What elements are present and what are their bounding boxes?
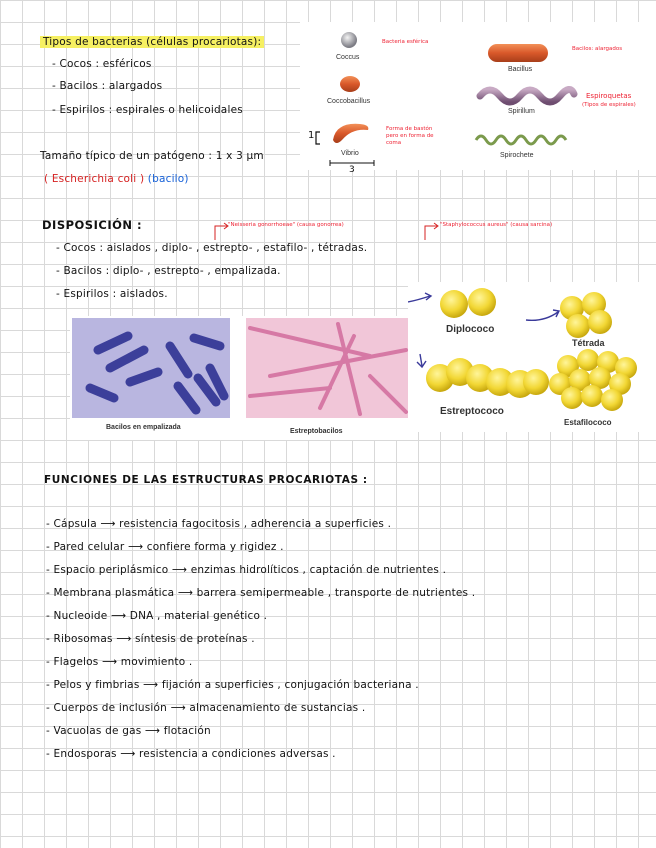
function-item: - Membrana plasmática ⟶ barrera semipermeable , transporte de nutrientes .	[46, 587, 476, 599]
disposition-espirilos: - Espirilos : aislados.	[56, 288, 168, 300]
bacteria-shapes-figure	[300, 22, 656, 175]
diplococo-label: Diplococo	[446, 324, 495, 335]
strepto-bacilli-caption: Estreptobacilos	[290, 428, 343, 435]
vibrio-shape	[333, 124, 368, 143]
coccobacillus-label: Coccobacillus	[327, 98, 371, 105]
arrangements-panel	[408, 282, 656, 432]
spirillum-label: Spirillum	[508, 108, 535, 115]
bacillus-label: Bacillus	[508, 66, 533, 73]
scale-length: 3	[349, 165, 355, 175]
note-spiral-sub: (Tipos de espirales)	[582, 102, 636, 108]
function-item: - Pelos y fimbrias ⟶ fijación a superficies , conjugación bacteriana .	[46, 679, 419, 691]
example-species: ( Escherichia coli )	[44, 173, 145, 185]
palisade-caption: Bacilos en empalizada	[106, 424, 181, 431]
function-item: - Endosporas ⟶ resistencia a condiciones adversas .	[46, 748, 336, 760]
example-line	[44, 173, 189, 185]
function-item: - Ribosomas ⟶ síntesis de proteínas .	[46, 633, 255, 645]
tetrada-label: Tétrada	[572, 338, 605, 348]
size-line: Tamaño típico de un patógeno : 1 x 3 µm	[40, 150, 264, 162]
estreptococo-label: Estreptococo	[440, 406, 504, 417]
note-spiral: Espiroquetas	[586, 92, 632, 100]
function-item: - Vacuolas de gas ⟶ flotación	[46, 725, 211, 737]
function-item: - Cápsula ⟶ resistencia fagocitosis , adherencia a superficies .	[46, 518, 392, 530]
disposition-cocos: - Cocos : aislados , diplo- , estrepto- , estafilo- , tétradas.	[56, 242, 368, 254]
note-sarcina: "Staphylococcus aureus" (causa sarcina)	[440, 222, 553, 228]
spirillum-shape	[480, 89, 574, 102]
page-title: Tipos de bacterias (células procariotas):	[40, 36, 264, 48]
spirochete-label: Spirochete	[500, 152, 534, 159]
micrographs-images	[70, 316, 410, 420]
example-type: (bacilo)	[147, 173, 189, 185]
coccobacillus-shape	[340, 76, 360, 92]
scale-width: 1	[308, 130, 315, 141]
note-coccus: Bacteria esférica	[382, 39, 429, 45]
function-item: - Pared celular ⟶ confiere forma y rigidez .	[46, 541, 284, 553]
note-neisseria: "Neisseria gonorrhoeae" (causa gonorrea)	[228, 222, 344, 228]
function-item: - Flagelos ⟶ movimiento .	[46, 656, 193, 668]
estafilococo-label: Estafilococo	[564, 418, 612, 427]
coccus-label: Coccus	[336, 54, 360, 61]
disposition-heading: DISPOSICIÓN :	[42, 218, 143, 232]
note-bacillus: Bacilos: alargados	[572, 46, 623, 52]
function-item: - Espacio periplásmico ⟶ enzimas hidrolíticos , captación de nutrientes .	[46, 564, 447, 576]
vibrio-label: Vibrio	[341, 150, 359, 157]
function-item: - Cuerpos de inclusión ⟶ almacenamiento de sustancias .	[46, 702, 366, 714]
functions-heading: FUNCIONES DE LAS ESTRUCTURAS PROCARIOTAS :	[44, 474, 368, 486]
micrographs-panel	[70, 316, 410, 440]
type-cocos: - Cocos : esféricos	[52, 58, 152, 70]
disposition-bacilos: - Bacilos : diplo- , estrepto- , empalizada.	[56, 265, 281, 277]
coccus-shape	[341, 32, 357, 48]
type-bacilos: - Bacilos : alargados	[52, 80, 163, 92]
note-vibrio: Forma de bastón pero en forma de coma	[386, 126, 434, 146]
function-item: - Nucleoide ⟶ DNA , material genético .	[46, 610, 268, 622]
spirochete-shape	[476, 136, 566, 144]
bacillus-shape	[488, 44, 548, 62]
type-espirilos: - Espirilos : espirales o helicoidales	[52, 104, 243, 116]
